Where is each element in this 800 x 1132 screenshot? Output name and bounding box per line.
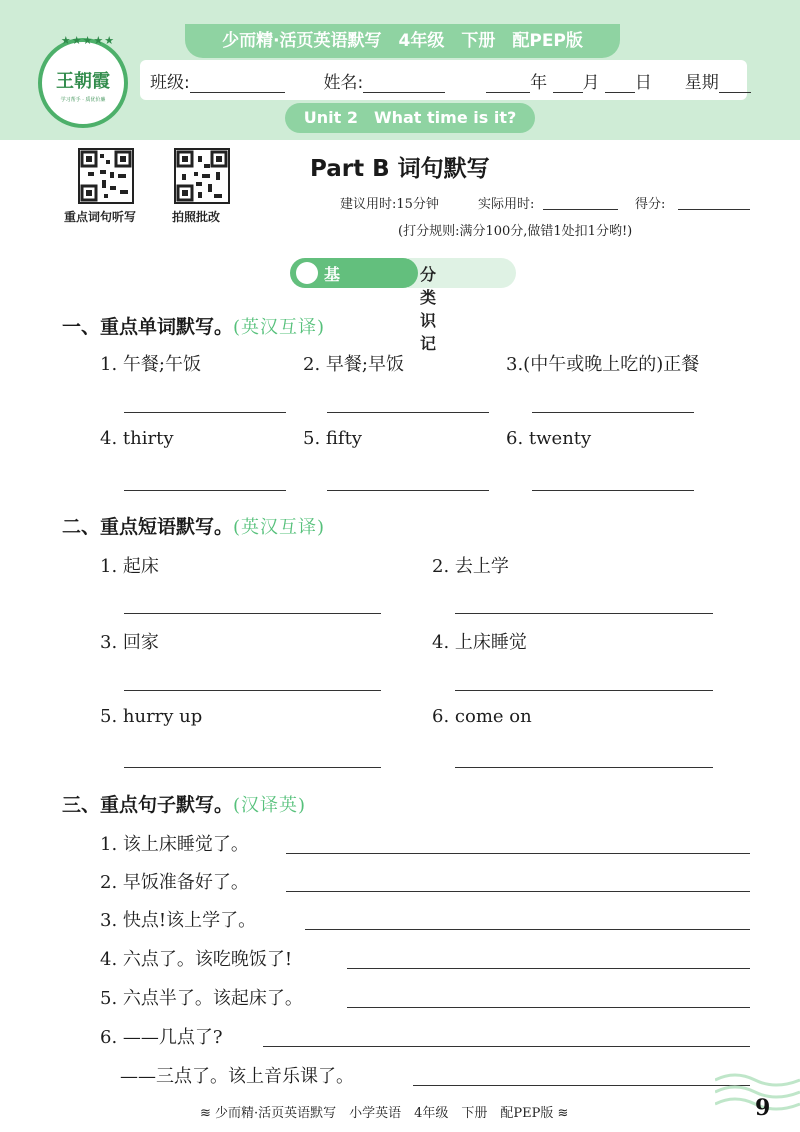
qr-label-dictation: 重点词句听写	[64, 210, 137, 224]
year-blank[interactable]	[486, 74, 530, 93]
answer-line[interactable]	[124, 767, 381, 768]
sentence-item: ——三点了。该上音乐课了。	[120, 1066, 354, 1087]
actual-time-blank[interactable]	[543, 209, 618, 210]
score-blank[interactable]	[678, 209, 750, 210]
tag-primary: 基础默写	[324, 265, 341, 353]
qr-code-icon[interactable]	[78, 148, 134, 204]
sentence-item: 1. 该上床睡觉了。	[100, 834, 249, 855]
suggested-time: 建议用时:15分钟	[340, 197, 439, 212]
month-label: 月	[582, 73, 600, 93]
name-blank[interactable]	[363, 74, 445, 93]
day-blank[interactable]	[605, 74, 635, 93]
qr-code-icon[interactable]	[174, 148, 230, 204]
sentence-item: 2. 早饭准备好了。	[100, 872, 249, 893]
section1-heading: 一、重点单词默写。(英汉互译)	[62, 316, 326, 338]
word-item: 3.(中午或晚上吃的)正餐	[506, 354, 700, 375]
answer-line[interactable]	[327, 412, 489, 413]
answer-line[interactable]	[124, 412, 286, 413]
sentence-item: 3. 快点!该上学了。	[100, 910, 257, 931]
answer-line[interactable]	[124, 613, 381, 614]
day-label: 日	[634, 73, 652, 93]
score-label: 得分:	[635, 197, 666, 212]
page-title: Part B 词句默写	[310, 156, 490, 182]
class-blank[interactable]	[190, 74, 285, 93]
series-title: 少而精·活页英语默写 4年级 下册 配PEP版	[185, 24, 620, 58]
answer-line[interactable]	[532, 412, 694, 413]
answer-line[interactable]	[413, 1085, 750, 1086]
tag-secondary: 分类识记	[420, 265, 437, 353]
sentence-item: 4. 六点了。该吃晚饭了!	[100, 949, 293, 970]
year-label: 年	[530, 73, 548, 93]
section2-heading: 二、重点短语默写。(英汉互译)	[62, 516, 326, 538]
sentence-item: 5. 六点半了。该起床了。	[100, 988, 303, 1009]
page-number: 9	[755, 1095, 771, 1121]
phrase-item: 5. hurry up	[100, 706, 203, 727]
section3-heading: 三、重点句子默写。(汉译英)	[62, 794, 307, 816]
answer-line[interactable]	[327, 490, 489, 491]
month-blank[interactable]	[553, 74, 583, 93]
student-info-row	[150, 68, 751, 93]
unit-title: Unit 2 What time is it?	[285, 103, 535, 133]
weekday-blank[interactable]	[719, 74, 751, 93]
answer-line[interactable]	[124, 490, 286, 491]
answer-line[interactable]	[455, 767, 713, 768]
word-item: 2. 早餐;早饭	[303, 354, 404, 375]
phrase-item: 4. 上床睡觉	[432, 632, 527, 653]
word-item: 4. thirty	[100, 428, 174, 449]
phrase-item: 6. come on	[432, 706, 532, 727]
answer-line[interactable]	[124, 690, 381, 691]
qr-label-photo: 拍照批改	[172, 210, 221, 224]
section2-note: (英汉互译)	[233, 517, 326, 538]
section1-note: (英汉互译)	[233, 317, 326, 338]
name-label: 姓名:	[323, 73, 364, 93]
answer-line[interactable]	[455, 690, 713, 691]
answer-line[interactable]	[532, 490, 694, 491]
class-label: 班级:	[150, 73, 190, 93]
answer-line[interactable]	[347, 1007, 750, 1008]
logo-text: 王朝霞	[56, 71, 110, 92]
word-item: 1. 午餐;午饭	[100, 354, 201, 375]
tag-icon	[296, 262, 318, 284]
word-item: 5. fifty	[303, 428, 362, 449]
section3-note: (汉译英)	[233, 795, 307, 816]
answer-line[interactable]	[286, 853, 750, 854]
phrase-item: 3. 回家	[100, 632, 159, 653]
answer-line[interactable]	[263, 1046, 750, 1047]
word-item: 6. twenty	[506, 428, 592, 449]
scoring-rule: (打分规则:满分100分,做错1处扣1分哟!)	[398, 224, 633, 239]
footer-text: ≋ 少而精·活页英语默写 小学英语 4年级 下册 配PEP版 ≋	[200, 1106, 569, 1121]
actual-time-label: 实际用时:	[478, 197, 535, 212]
phrase-item: 1. 起床	[100, 556, 159, 577]
weekday-label: 星期	[684, 73, 719, 93]
phrase-item: 2. 去上学	[432, 556, 509, 577]
star-icon: ★★★★★	[60, 34, 116, 47]
answer-line[interactable]	[347, 968, 750, 969]
answer-line[interactable]	[286, 891, 750, 892]
answer-line[interactable]	[305, 929, 750, 930]
logo-subtitle: 学习帮手 · 质优价廉	[60, 97, 106, 103]
answer-line[interactable]	[455, 613, 713, 614]
sentence-item: 6. ——几点了?	[100, 1027, 223, 1048]
